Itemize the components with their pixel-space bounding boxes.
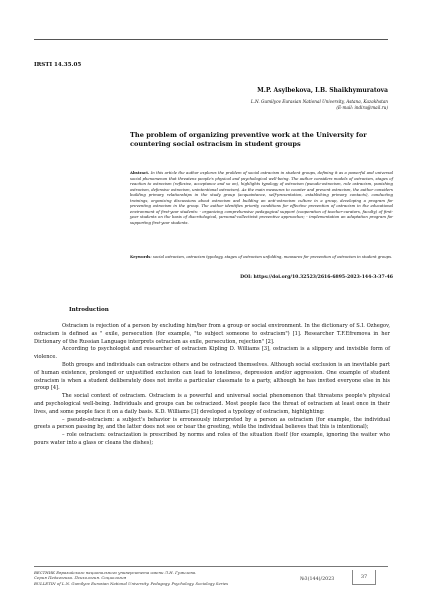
footer-rule <box>34 566 388 567</box>
list-item: – pseudo-ostracism: a subject's behavior is erroneously interpreted by a person as ostracism (for example, the individual greets a person passing by, and the latter does not see or hear the greeting, while the individual believes that this is intentional); <box>34 416 390 431</box>
paragraph: Ostracism is rejection of a person by excluding him/her from a group or social environment. In the dictionary of S.I. Ozhegov, ostracism is defined as " exile, persecution (for example, "to subject someone to ostracism") [1]. Researcher T.F.Efremova in her Dictionary of the Russian Language interprets ostracism as exile, persecution, rejection" [2]. <box>34 323 390 345</box>
doi-link[interactable]: DOI: https://doi.org/10.32523/2616-6895-2023-144-3-37-46 <box>240 275 393 280</box>
abstract-text: In this article the author explores the problem of social ostracism in student groups, defining it as a powerful and universal social phenomenon that threatens people's physical and psychological well-being. The author considers models of ostracism, stages of reaction to ostracism (reflexive, acceptance and so on), highlights typology of ostracism (pseudo-ostracism, role ostracism, punishing ostracism, defensive ostracism, unintentional ostracism). As the main measures to counter and prevent ostracism, the author considers building primary relationships in the study group (acquaintance, self-presentation, establishing primary contacts), conducting trainings, organizing discussions about ostracism and building an anti-ostracism culture in a group, developing a program for preventing ostracism in the group. The author identifies priority conditions for effective prevention of ostracism in the educational environment of first-year students: - organizing comprehensive pedagogical support (cooperation of teacher-curators, faculty) of first-year students on the basis of diacritological, personal-collectivist preventive approaches; - implementation an adaptation program for supporting first-year students. <box>130 170 393 225</box>
paragraph: According to psychologist and researcher of ostracism Kipling D. Williams [3], ostracism is a slippery and invisible form of violence. <box>34 346 390 361</box>
section-heading: Introduction <box>69 307 109 313</box>
list-item: – role ostracism: ostracization is prescribed by norms and roles of the situation itself (for example, ignoring the waiter who pours water into a glass or cleans the dishes); <box>34 432 390 446</box>
affiliation-block <box>188 99 388 111</box>
irsti-code: IRSTI 14.35.05 <box>34 62 82 68</box>
journal-name-ru: ВЕСТНИК Евразийского национального университета имени Л.Н. Гумилева. <box>34 570 197 575</box>
keywords-text: : social ostracism, ostracism typology, stages of ostracism unfolding, measures for prevention of ostracism in student groups. <box>150 254 393 259</box>
header-rule <box>34 39 388 40</box>
abstract-label: Abstract. <box>130 170 150 175</box>
authors: M.P. Asylbekova, I.B. Shaikhymuratova <box>257 87 388 94</box>
keywords-label: Keywords <box>130 254 151 259</box>
keywords <box>130 254 393 260</box>
paragraph: The social context of ostracism. Ostracism is a powerful and universal social phenomenon that threatens people's physical and psychological well-being. Individuals and groups can be ostracized. Most people face the threat of ostracism at least once in their lives, and some people face it on a daily basis. K.D. Williams [3] developed a typology of ostracism, highlighting: <box>34 393 390 415</box>
journal-series-ru: Серия Педагогика. Психология. Социология <box>34 575 127 581</box>
page-number: 37 <box>352 570 376 585</box>
issue-number: №3(144)/2023 <box>300 577 335 582</box>
journal-info <box>34 570 284 586</box>
journal-name-en: BULLETIN of L.N. Gumilyov Eurasian National University. Pedagogy. Psychology. Sociology Series <box>34 580 229 586</box>
paragraph: Both groups and individuals can ostracize others and be ostracized themselves. Although social exclusion is an inevitable part of human existence, prolonged or unjustified exclusion can lead to loneliness, depression and/or aggression. One example of student ostracism is when a student deliberately does not invite a particular classmate to a party, although he has invited everyone else in his group [4]. <box>34 361 390 392</box>
author-email: (E-mail: indira@mail.ru) <box>336 105 388 110</box>
abstract <box>130 170 393 225</box>
affiliation: L.N. Gumilyov Eurasian National University, Astana, Kazakhstan <box>250 99 388 104</box>
body-text <box>34 323 390 448</box>
article-title: The problem of organizing preventive work at the University for countering social ostracism in student groups <box>130 131 367 148</box>
